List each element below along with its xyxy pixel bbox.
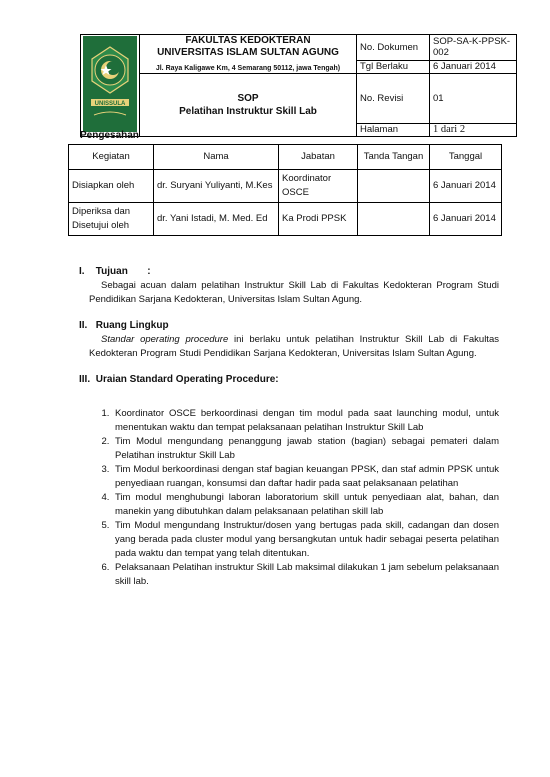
position-cell: Koordinator OSCE [279, 170, 358, 203]
column-header: Jabatan [279, 145, 358, 170]
page-value: 1 dari 2 [430, 123, 517, 137]
name-cell: dr. Suryani Yuliyanti, M.Kes [154, 170, 279, 203]
section-title: Tujuan [95, 266, 128, 277]
column-header: Nama [154, 145, 279, 170]
column-header: Tanggal [430, 145, 502, 170]
university-name: UNIVERSITAS ISLAM SULTAN AGUNG [157, 47, 339, 58]
doc-number-label: No. Dokumen [357, 35, 430, 61]
logo-cell [81, 35, 140, 137]
list-item: 4. Tim modul menghubungi laboran laboratorium skill untuk penyediaan alat, bahan, dan manekin yang dibutuhkan dalam pelaksanaan pelatihan skill lab [112, 491, 499, 519]
position-cell: Ka Prodi PPSK [279, 203, 358, 236]
doc-title: Pelatihan Instruktur Skill Lab [179, 106, 317, 117]
signature-cell [358, 170, 430, 203]
date-cell: 6 Januari 2014 [430, 203, 502, 236]
section-text-ruang-lingkup [89, 333, 499, 361]
logo-wordmark: UNISSULA [94, 101, 126, 107]
list-item: 1. Koordinator OSCE berkoordinasi dengan tim modul pada saat launching modul, untuk menentukan waktu dan tempat pelaksanaan pelatihan Instruktur Skill Lab [112, 407, 499, 435]
section-number: II. [79, 320, 88, 331]
page-label: Halaman [357, 123, 430, 137]
section-number: I. [79, 266, 85, 277]
section-number: III. [79, 374, 91, 385]
university-seal-logo [82, 35, 138, 133]
section-heading-uraian [79, 373, 499, 387]
activity-cell: Disiapkan oleh [69, 170, 154, 203]
list-item: 3. Tim Modul berkoordinasi dengan staf bagian keuangan PPSK, dan staf admin PPSK untuk penyediaan ruangan, konsumsi dan daftar hadir pada saat pelaksanaan pelatihan [112, 463, 499, 491]
section-colon: : [147, 266, 151, 277]
italic-term: Standar operating procedure [101, 334, 229, 345]
table-row [69, 203, 502, 236]
revision-label: No. Revisi [357, 74, 430, 124]
section-title: Uraian Standard Operating Procedure: [95, 374, 279, 385]
document-header [80, 34, 517, 137]
column-header: Kegiatan [69, 145, 154, 170]
list-item: 6. Pelaksanaan Pelatihan instruktur Skill Lab maksimal dilakukan 1 jam sebelum pelaksanaan skill lab. [112, 561, 499, 589]
activity-cell: Diperiksa dan Disetujui oleh [69, 203, 154, 236]
institution-cell [140, 35, 357, 74]
effective-date-label: Tgl Berlaku [357, 60, 430, 73]
column-header: Tanda Tangan [358, 145, 430, 170]
table-row [69, 170, 502, 203]
effective-date-value: 6 Januari 2014 [430, 60, 517, 73]
section-heading-tujuan [79, 265, 499, 279]
procedure-list [79, 407, 499, 589]
list-item: 5. Tim Modul mengundang Instruktur/dosen yang bertugas pada skill, cadangan dan dosen yang berada pada cluster modul yang bersangkutan untuk hadir sebagai peserta pelatihan pada waktu dan tempat yang telah ditentukan. [112, 519, 499, 561]
approval-table [68, 144, 502, 236]
approval-header-row [69, 145, 502, 170]
sop-body [79, 265, 499, 589]
date-cell: 6 Januari 2014 [430, 170, 502, 203]
revision-value: 01 [430, 74, 517, 124]
faculty-name: FAKULTAS KEDOKTERAN [185, 35, 311, 46]
section-text-tujuan: Sebagai acuan dalam pelatihan Instruktur Skill Lab di Fakultas Kedokteran Program Studi Pendidikan Sarjana Kedokteran, Universitas Islam Sultan Agung. [89, 280, 499, 305]
name-cell: dr. Yani Istadi, M. Med. Ed [154, 203, 279, 236]
section-heading-ruang-lingkup [79, 319, 499, 333]
institution-address: Jl. Raya Kaligawe Km, 4 Semarang 50112, jawa Tengah) [155, 65, 341, 72]
section-title: Ruang Lingkup [95, 320, 169, 331]
doc-number-value: SOP-SA-K-PPSK-002 [430, 35, 517, 61]
signature-cell [358, 203, 430, 236]
approval-title: Pengesahan [80, 130, 139, 141]
sop-title-cell [140, 74, 357, 137]
list-item: 2. Tim Modul mengundang penanggung jawab station (bagian) sebagai pemateri dalam Pelatihan instruktur Skill Lab [112, 435, 499, 463]
doc-type: SOP [237, 93, 259, 104]
scope-text: ini berlaku untuk pelatihan Instruktur Skill Lab di Fakultas Kedokteran Program Studi Pendidikan Sarjana Kedokteran, Universitas Islam Sultan Agung. [89, 334, 499, 359]
